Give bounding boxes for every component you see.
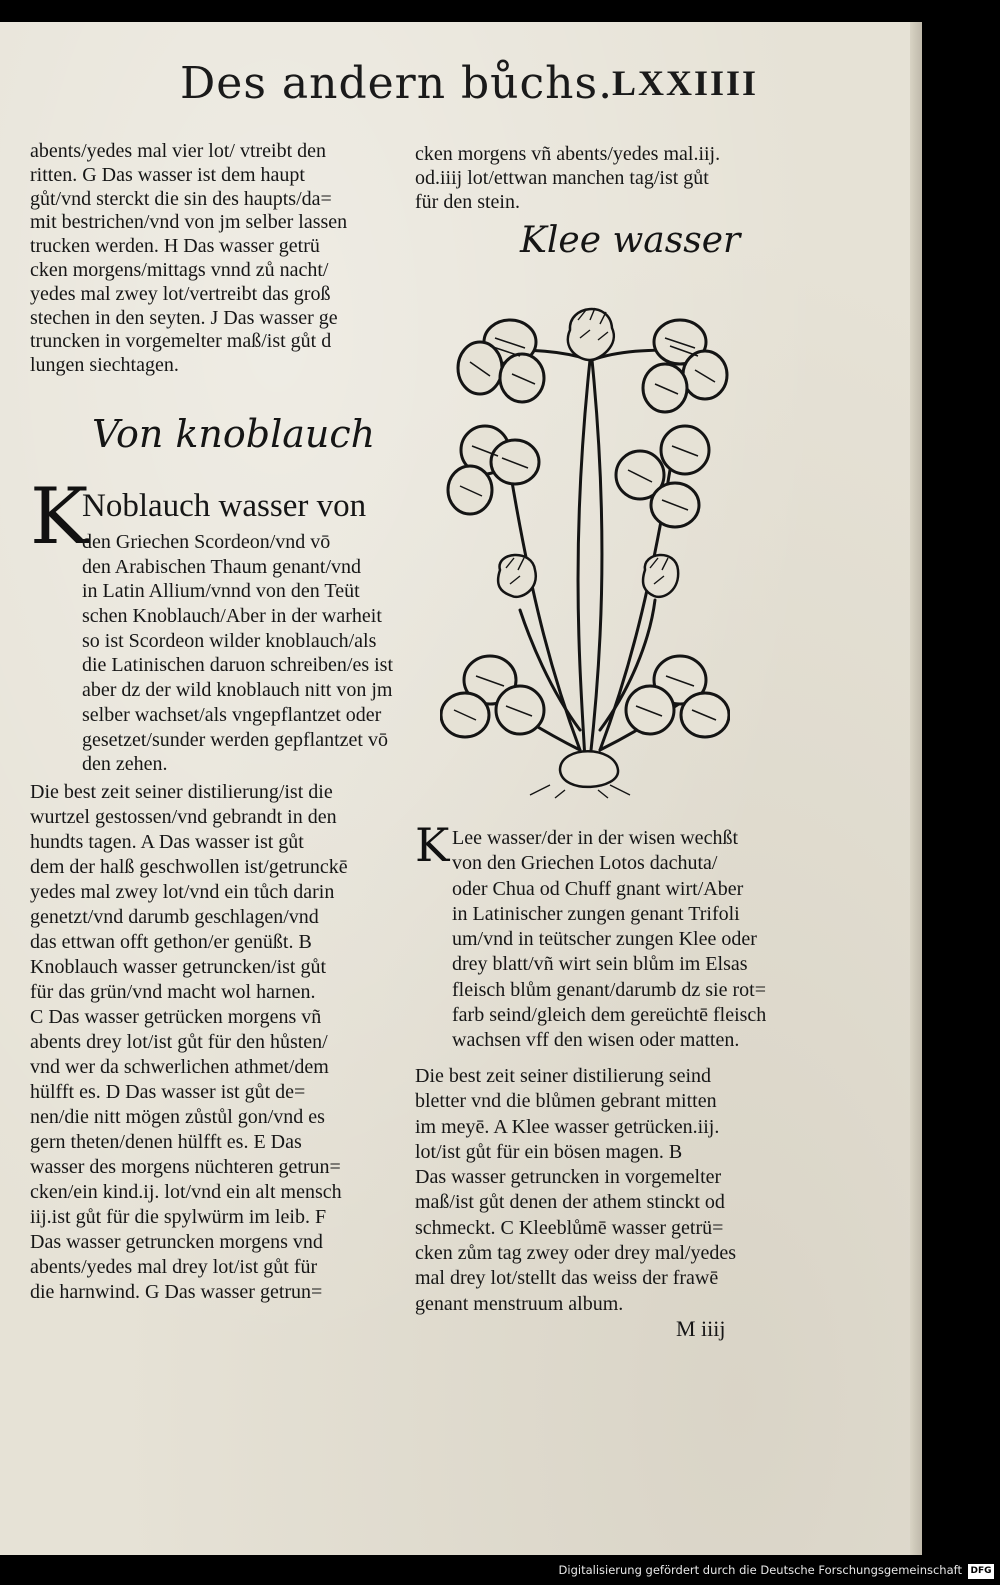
text-line: von den Griechen Lotos dachuta/ — [452, 852, 718, 875]
right-top-text — [415, 142, 785, 214]
clover-illustration — [440, 290, 730, 800]
text-line: cken zům tag zwey oder drey mal/yedes — [415, 1242, 736, 1265]
text-line: wurtzel gestossen/vnd gebrandt in den — [30, 806, 337, 828]
text-line: wasser des morgens nüchteren getrun= — [30, 1156, 341, 1178]
text-line: in Latinischer zungen genant Trifoli — [452, 902, 740, 925]
text-line: bletter vnd die blůmen gebrant mitten — [415, 1090, 717, 1113]
text-line: C Das wasser getrücken morgens vñ — [30, 1006, 322, 1028]
signature-mark: M iiij — [676, 1316, 726, 1341]
drop-cap-klee: K — [415, 818, 450, 872]
footer-credit: Digitalisierung gefördert durch die Deutsche Forschungsgemeinschaft — [558, 1563, 962, 1577]
text-line: im meyē. A Klee wasser getrücken.iij. — [415, 1115, 720, 1138]
text-line: so ist Scordeon wilder knoblauch/als — [82, 629, 377, 652]
text-line: od.iiij lot/ettwan manchen tag/ist gůt — [415, 167, 709, 189]
text-line: stechen in den seyten. J Das wasser ge — [30, 306, 338, 329]
text-line: ritten. G Das wasser ist dem haupt — [30, 163, 305, 186]
text-line: hülfft es. D Das wasser ist gůt de= — [30, 1081, 306, 1103]
text-line: abents/yedes mal drey lot/ist gůt für — [30, 1256, 318, 1278]
text-line: Das wasser getruncken in vorgemelter — [415, 1166, 722, 1189]
running-title: Des andern bůchs. — [180, 58, 614, 109]
text-line: gern theten/denen hülfft es. E Das — [30, 1131, 302, 1153]
dfg-logo: DFG — [968, 1564, 994, 1579]
text-line: iij.ist gůt für die spylwürm im leib. F — [30, 1206, 327, 1228]
text-line: aber dz der wild knoblauch nitt von jm — [82, 679, 393, 702]
text-line: Lee wasser/der in der wisen wechßt — [452, 827, 738, 849]
text-line: Das wasser getruncken morgens vnd — [30, 1231, 323, 1253]
text-line: die harnwind. G Das wasser getrun= — [30, 1281, 323, 1303]
text-line: lungen siechtagen. — [30, 354, 179, 377]
text-line: selber wachset/als vngepflantzet oder — [82, 703, 382, 726]
text-line: nen/die nitt mögen zůstůl gon/vnd es — [30, 1106, 325, 1128]
text-line: den Griechen Scordeon/vnd vō — [82, 531, 331, 553]
text-line: maß/ist gůt denen der athem stinckt od — [415, 1191, 725, 1214]
text-line: in Latin Allium/vnnd von den Teüt — [82, 580, 360, 603]
text-line: gesetzet/sunder werden gepflantzet vō — [82, 728, 388, 751]
text-line: fleisch blům genant/darumb dz sie rot= — [452, 978, 766, 1001]
text-line: hundts tagen. A Das wasser ist gůt — [30, 831, 304, 853]
text-line: trucken werden. H Das wasser getrü — [30, 235, 320, 258]
text-line: drey blatt/vñ wirt sein blům im Elsas — [452, 953, 748, 976]
knoblauch-first-line: Noblauch wasser von — [82, 488, 367, 524]
text-line: die Latinischen daruon schreiben/es ist — [82, 654, 394, 677]
drop-cap-knoblauch: K — [30, 472, 89, 562]
left-top-text — [30, 140, 400, 378]
text-line: yedes mal zwey lot/vertreibt das groß — [30, 282, 331, 305]
klee-body — [415, 1064, 785, 1317]
text-line: für das grün/vnd macht wol harnen. — [30, 981, 316, 1003]
text-line: abents/yedes mal vier lot/ vtreibt den — [30, 140, 327, 162]
text-line: den Arabischen Thaum genant/vnd — [82, 555, 362, 578]
page-edge — [910, 22, 922, 1555]
text-line: gůt/vnd sterckt die sin des haupts/da= — [30, 187, 332, 210]
text-line: cken/ein kind.ij. lot/vnd ein alt mensch — [30, 1181, 342, 1203]
knoblauch-intro — [82, 530, 400, 777]
text-line: oder Chua od Chuff gnant wirt/Aber — [452, 877, 744, 900]
text-line: cken morgens vñ abents/yedes mal.iij. — [415, 143, 721, 165]
text-line: mal drey lot/stellt das weiss der frawē — [415, 1267, 719, 1290]
text-line: cken morgens/mittags vnnd zů nacht/ — [30, 258, 329, 281]
text-line: Die best zeit seiner distilierung seind — [415, 1065, 712, 1087]
knoblauch-body — [30, 780, 400, 1305]
text-line: truncken in vorgemelter maß/ist gůt d — [30, 330, 332, 353]
text-line: schen Knoblauch/Aber in der warheit — [82, 605, 382, 628]
text-line: um/vnd in teütscher zungen Klee oder — [452, 928, 757, 951]
text-line: dem der halß geschwollen ist/getrunckē — [30, 856, 348, 878]
klee-intro — [452, 826, 787, 1054]
text-line: vnd wer da schwerlichen athmet/dem — [30, 1056, 329, 1078]
text-line: schmeckt. C Kleeblůmē wasser getrü= — [415, 1216, 724, 1239]
text-line: für den stein. — [415, 191, 520, 213]
text-line: abents drey lot/ist gůt für den hůsten/ — [30, 1031, 328, 1053]
text-line: farb seind/gleich dem gereüchtē fleisch — [452, 1004, 767, 1027]
text-line: yedes mal zwey lot/vnd ein tůch darin — [30, 881, 335, 903]
folio-number: LXXIIII — [612, 63, 759, 103]
text-line: wachsen vff den wisen oder matten. — [452, 1029, 740, 1052]
text-line: den zehen. — [82, 753, 168, 776]
text-line: Knoblauch wasser getruncken/ist gůt — [30, 956, 327, 978]
heading-knoblauch: Von knoblauch — [92, 412, 376, 456]
text-line: Die best zeit seiner distilierung/ist die — [30, 781, 333, 803]
heading-klee: Klee wasser — [520, 220, 741, 261]
text-line: genant menstruum album. — [415, 1292, 624, 1315]
text-line: mit bestrichen/vnd von jm selber lassen — [30, 211, 348, 234]
text-line: lot/ist gůt für ein bösen magen. B — [415, 1140, 683, 1163]
text-line: genetzt/vnd darumb geschlagen/vnd — [30, 906, 319, 928]
text-line: das ettwan offt gethon/er genüßt. B — [30, 931, 312, 953]
